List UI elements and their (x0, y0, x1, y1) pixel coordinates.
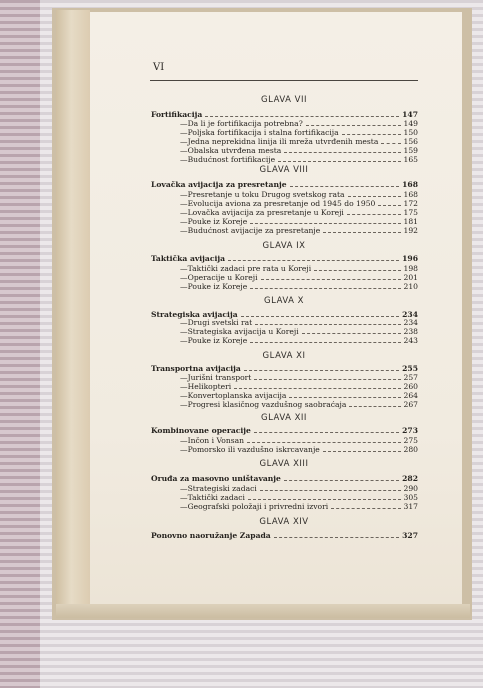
toc-item-row (180, 155, 418, 165)
toc-item-row (180, 502, 418, 512)
section-title: Ponovno naoružanje Zapada (151, 531, 271, 540)
page-number: 172 (403, 199, 418, 208)
item-title: Inčon i Vonsan (187, 436, 245, 445)
dot-leader (306, 125, 401, 126)
item-dash: — (180, 391, 188, 400)
chapter-heading: GLAVA IX (262, 241, 306, 251)
dot-leader (347, 214, 401, 215)
item-title: Helikopteri (187, 382, 232, 391)
dot-leader (314, 270, 400, 271)
item-title: Taktički zadaci pre rata u Koreji (187, 264, 312, 273)
item-title: Pouke iz Koreje (187, 282, 248, 291)
page-number: 198 (403, 264, 418, 273)
item-dash: — (180, 282, 188, 291)
item-title: Budućnost avijacije za presretanje (187, 226, 321, 235)
page-number: 234 (403, 318, 418, 327)
page-number: 305 (403, 493, 418, 502)
item-dash: — (180, 128, 188, 137)
page-number: 147 (402, 110, 418, 119)
page-number: 260 (403, 382, 418, 391)
page-number: 181 (403, 217, 418, 226)
page-number-roman: VI (153, 62, 165, 73)
item-title: Taktički zadaci (187, 493, 245, 502)
section-title: Transportna avijacija (151, 364, 241, 373)
dot-leader (260, 490, 401, 491)
page-number: 275 (403, 436, 418, 445)
item-dash: — (180, 226, 188, 235)
item-dash: — (180, 484, 188, 493)
toc-item-row (180, 445, 418, 455)
page-number: 192 (403, 226, 418, 235)
toc-section-row (151, 474, 418, 484)
item-dash: — (180, 155, 188, 164)
item-title: Obalska utvrđena mesta (187, 146, 282, 155)
item-title: Drugi svetski rat (187, 318, 253, 327)
dot-leader (234, 388, 400, 389)
section-title: Taktička avijacija (151, 254, 226, 263)
item-dash: — (180, 264, 188, 273)
page-number: 168 (402, 180, 418, 189)
section-title: Strategiska avijacija (151, 310, 238, 319)
item-dash: — (180, 502, 188, 511)
item-title: Operacije u Koreji (187, 273, 258, 282)
toc-item-row (180, 226, 418, 236)
item-title: Jedna neprekidna linija ili mreža utvrđenih mesta (187, 137, 379, 146)
page-number: 165 (403, 155, 418, 164)
item-title: Geografski položaji i privredni izvori (187, 502, 329, 511)
section-title: Lovačka avijacija za presretanje (151, 180, 287, 189)
section-title: Oruđa za masovno uništavanje (151, 474, 281, 483)
section-title: Kombinovane operacije (151, 426, 251, 435)
page-number: 243 (403, 336, 418, 345)
item-dash: — (180, 400, 188, 409)
toc-section-row (151, 426, 418, 436)
item-title: Evolucija aviona za presretanje od 1945 do 1950 (187, 199, 376, 208)
dot-leader (331, 508, 400, 509)
dot-leader (381, 143, 400, 144)
dot-leader (278, 161, 400, 162)
dot-leader (348, 196, 401, 197)
page-number: 257 (403, 373, 418, 382)
page-number: 196 (402, 254, 418, 263)
chapter-heading: GLAVA VIII (259, 165, 309, 175)
dot-leader (228, 260, 399, 261)
dot-leader (284, 480, 399, 481)
item-dash: — (180, 146, 188, 155)
item-dash: — (180, 445, 188, 454)
item-title: Progresi klasičnog vazdušnog saobraćaja (187, 400, 347, 409)
page-number: 282 (402, 474, 418, 483)
item-dash: — (180, 336, 188, 345)
item-title: Pomorsko ili vazdušno iskrcavanje (187, 445, 320, 454)
dot-leader (244, 370, 399, 371)
page-number: 327 (402, 531, 418, 540)
page-number: 273 (402, 426, 418, 435)
dot-leader (255, 324, 400, 325)
item-title: Strategiski zadaci (187, 484, 257, 493)
dot-leader (342, 134, 401, 135)
item-title: Jurišni transport (187, 373, 252, 382)
page-number: 255 (402, 364, 418, 373)
page-number: 150 (403, 128, 418, 137)
chapter-heading: GLAVA XIV (259, 517, 309, 527)
chapter-heading: GLAVA XII (261, 413, 307, 423)
page-number: 156 (403, 137, 418, 146)
item-dash: — (180, 190, 188, 199)
toc-item-row (180, 336, 418, 346)
dot-leader (254, 432, 399, 433)
item-dash: — (180, 373, 188, 382)
item-dash: — (180, 217, 188, 226)
item-title: Poljska fortifikacija i stalna fortifikacija (187, 128, 339, 137)
dot-leader (248, 499, 401, 500)
item-dash: — (180, 208, 188, 217)
item-title: Budućnost fortifikacije (187, 155, 276, 164)
page-number: 290 (403, 484, 418, 493)
item-dash: — (180, 137, 188, 146)
item-dash: — (180, 119, 188, 128)
dot-leader (378, 205, 400, 206)
dot-leader (247, 442, 400, 443)
page-number: 201 (403, 273, 418, 282)
section-title: Fortifikacija (151, 110, 203, 119)
page-number: 210 (403, 282, 418, 291)
item-dash: — (180, 382, 188, 391)
dot-leader (302, 333, 401, 334)
item-title: Strategiska avijacija u Koreji (187, 327, 299, 336)
dot-leader (289, 397, 400, 398)
page-number: 317 (403, 502, 418, 511)
dot-leader (274, 537, 399, 538)
dot-leader (349, 406, 400, 407)
item-dash: — (180, 493, 188, 502)
toc-section-row (151, 180, 418, 190)
dot-leader (241, 316, 400, 317)
item-title: Da li je fortifikacija potrebna? (187, 119, 303, 128)
page-number: 234 (402, 310, 418, 319)
dot-leader (250, 288, 400, 289)
item-dash: — (180, 318, 188, 327)
chapter-heading: GLAVA VII (261, 95, 307, 105)
toc-section-row (151, 531, 418, 541)
chapter-heading: GLAVA X (264, 296, 304, 306)
page-number: 175 (403, 208, 418, 217)
item-dash: — (180, 436, 188, 445)
dot-leader (261, 279, 401, 280)
dot-leader (254, 379, 400, 380)
dot-leader (205, 116, 399, 117)
item-title: Lovačka avijacija za presretanje u Koreji (187, 208, 344, 217)
dot-leader (250, 342, 400, 343)
item-dash: — (180, 327, 188, 336)
dot-leader (290, 186, 400, 187)
toc-item-row (180, 282, 418, 292)
dot-leader (250, 223, 400, 224)
page-number: 238 (403, 327, 418, 336)
page-number: 149 (403, 119, 418, 128)
chapter-heading: GLAVA XIII (259, 459, 309, 469)
item-dash: — (180, 273, 188, 282)
chapter-heading: GLAVA XI (262, 351, 306, 361)
item-title: Konvertoplanska avijacija (187, 391, 287, 400)
page-number: 280 (403, 445, 418, 454)
item-title: Presretanje u toku Drugog svetskog rata (187, 190, 345, 199)
item-title: Pouke iz Koreje (187, 336, 248, 345)
page-number: 159 (403, 146, 418, 155)
dot-leader (323, 451, 401, 452)
page-number: 267 (403, 400, 418, 409)
page-number: 264 (403, 391, 418, 400)
item-title: Pouke iz Koreje (187, 217, 248, 226)
dot-leader (284, 152, 400, 153)
dot-leader (323, 232, 400, 233)
toc-item-row (180, 400, 418, 410)
toc-section-row (151, 254, 418, 264)
page-number: 168 (403, 190, 418, 199)
item-dash: — (180, 199, 188, 208)
